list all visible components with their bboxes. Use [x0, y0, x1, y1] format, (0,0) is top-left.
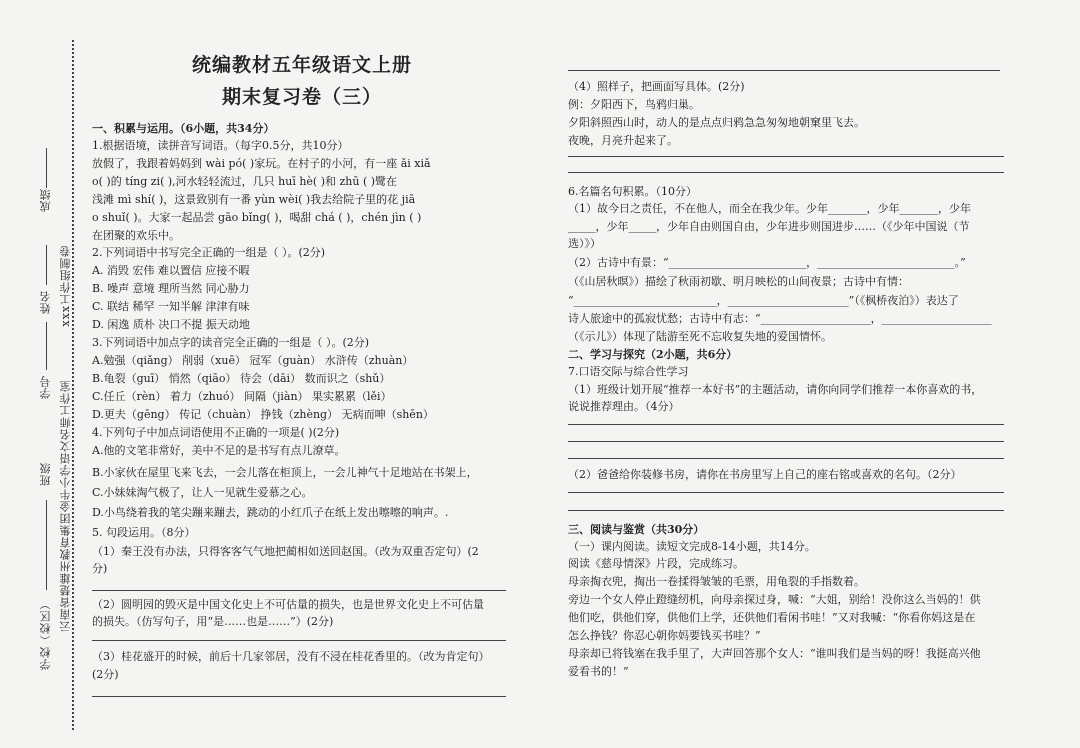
left-text-line: D. 闲逸 质朴 决口不提 振天动地 [92, 318, 250, 331]
class-label: 班级 [39, 462, 52, 486]
left-text-line: （3）桂花盛开的时候，前后十几家邻居，没有不浸在桂花香里的。（改为肯定句） [92, 650, 490, 663]
left-text-line: D.小鸟绕着我的笔尖蹦来蹦去，跳动的小红爪子在纸上发出嚓嚓的响声。. [92, 506, 449, 519]
left-text-line: 的损失。（仿写句子，用“是……也是……”）(2分) [92, 615, 334, 628]
right-text-line: （《山居秋暝》）描绘了秋雨初歇、明月映松的山间夜景；古诗中有情： [568, 275, 909, 288]
answer-line [568, 156, 1004, 157]
right-text-line: 三、阅读与鉴赏（共30分） [568, 523, 705, 536]
left-text-line: C. 联结 稀罕 一知半解 津津有味 [92, 300, 250, 313]
right-text-line: 夕阳斜照西山时，动人的是点点归鸦急急匆匆地朝窠里飞去。 [568, 116, 865, 129]
right-text-line: _____，少年_____，少年自由则国自由，少年进步则国进步……（《少年中国说（节 [568, 220, 970, 233]
answer-line [92, 696, 506, 697]
answer-line [568, 492, 1004, 493]
right-text-line: 选）》） [568, 237, 601, 250]
right-text-line: （2）爸爸给你装修书房，请你在书房里写上自己的座右铭或喜欢的名句。（2分） [568, 468, 962, 481]
studio2-label: 云南省楚雄州教育集团金牛小学语文名师工作室 [59, 380, 72, 632]
right-text-line: 他们吃，供他们穿，供他们上学，还供他们看闲书哇！”又对我喊：“你看你妈这是在 [568, 611, 976, 624]
number-label: 学号 [39, 375, 52, 399]
studio-label: xxx工作组制卷 [59, 245, 72, 327]
right-text-line: 爱看书的！” [568, 665, 629, 678]
left-text-line: C.小妹妹淘气极了，让人一见就生爱慕之心。 [92, 486, 313, 499]
left-text-line: B. 噪声 意境 理所当然 同心胁力 [92, 282, 250, 295]
right-text-line: （2）古诗中有景：“_________________________，_________________________。” [568, 256, 966, 269]
left-text-line: C.任丘（rèn） 着力（zhuó） 间隔（jiàn） 果实累累（lěi） [92, 390, 392, 403]
answer-line [568, 70, 1000, 71]
left-text-line: （2）圆明园的毁灭是中国文化史上不可估量的损失，也是世界文化史上不可估量 [92, 598, 484, 611]
right-text-line: （《示儿》）体现了陆游至死不忘收复失地的爱国情怀。 [568, 330, 832, 343]
right-text-line: 例：夕阳西下，鸟鸦归巢。 [568, 98, 700, 111]
binding-dotted-line [72, 40, 74, 730]
answer-line [568, 441, 1004, 442]
left-text-line: A.勉强（qiǎng） 削弱（xuē） 冠军（guàn） 水浒传（zhuàn） [92, 354, 414, 367]
left-text-line: 放假了，我跟着妈妈到 wài pó( )家玩。在村子的小河，有一座 ǎi xiǎ [92, 157, 431, 170]
right-text-line: 夜晚，月亮升起来了。 [568, 134, 678, 147]
right-text-line: 怎么挣钱？你忍心朝你妈要钱买书哇？” [568, 629, 761, 642]
answer-line [568, 510, 1004, 511]
right-text-line: 7.口语交际与综合性学习 [568, 365, 689, 378]
left-text-line: 在团聚的欢乐中。 [92, 229, 180, 242]
left-text-line: （1）秦王没有办法，只得客客气气地把蔺相如送回赵国。（改为双重否定句）(2 [92, 545, 479, 558]
right-text-line: 6.名篇名句积累。（10分） [568, 185, 697, 198]
left-text-line: B.龟裂（guī） 悄然（qiāo） 待会（dāi） 数而识之（shǔ） [92, 372, 391, 385]
answer-line [568, 458, 1004, 459]
left-text-line: 浅滩 mì shí( )，这景致别有一番 yùn wèi( )我去给院子里的花 jiā [92, 193, 416, 206]
answer-line [568, 172, 1004, 173]
right-text-line: （4）照样子，把画面写具体。(2分) [568, 80, 745, 93]
exam-title: 统编教材五年级语文上册 [191, 54, 412, 76]
right-text-line: 说说推荐理由。（4分） [568, 400, 680, 413]
left-text-line: A. 消毁 宏伟 难以置信 应接不暇 [92, 264, 250, 277]
left-text-line: D.更夫（gēng） 传记（chuàn） 挣钱（zhèng） 无病而呻（shēn） [92, 408, 434, 421]
right-text-line: 旁边一个女人停止蹬缝纫机，向母亲探过身，喊：“大姐，别给！没你这么当妈的！供 [568, 593, 981, 606]
left-text-line: (2分) [92, 668, 119, 681]
left-text-line: 2.下列词语中书写完全正确的一组是（ ）。(2分) [92, 246, 326, 259]
right-text-line: 二、学习与探究（2小题，共6分） [568, 348, 738, 361]
right-text-line: （1）故今日之责任，不在他人，而全在我少年。少年_______，少年_______，少年 [568, 202, 971, 215]
left-text-line: o shuǐ( )。大家一起品尝 gāo bǐng( )，喝甜 chá ( )，chén jìn ( ) [92, 211, 422, 224]
right-text-line: 阅读《慈母情深》片段，完成练习。 [568, 557, 744, 570]
left-text-line: 4.下列句子中加点词语使用不正确的一项是( )(2分) [92, 426, 340, 439]
right-text-line: 母亲掏衣兜，掏出一卷揉得皱皱的毛票，用龟裂的手指数着。 [568, 575, 865, 588]
left-text-line: o( )的 tíng zi( ),河水轻轻流过，几只 huī hè( )和 zhū ( )鹭在 [92, 175, 398, 188]
school-label: 学校（校区） [39, 598, 52, 670]
right-text-line: 母亲却已将钱塞在我手里了，大声回答那个女人：“谁叫我们是当妈的呀！我挺高兴他 [568, 647, 981, 660]
left-text-line: 1.根据语境，读拼音写词语。（每字0.5分，共10分） [92, 139, 349, 152]
left-text-line: B.小家伙在屋里飞来飞去，一会儿落在柜顶上，一会儿神气十足地站在书架上， [92, 466, 478, 479]
left-text-line: A.他的文笔非常好，美中不足的是书写有点儿潦草。 [92, 444, 346, 457]
left-text-line: 5. 句段运用。（8分） [92, 526, 196, 539]
right-text-line: （1）班级计划开展“推荐一本好书”的主题活动，请你向同学们推荐一本你喜欢的书， [568, 383, 983, 396]
right-text-line: （一）课内阅读。读短文完成8-14小题，共14分。 [568, 540, 816, 553]
right-text-line: 诗人旅途中的孤寂忧愁；古诗中有志：“____________________，____________________ [568, 312, 992, 325]
answer-line [92, 640, 506, 641]
answer-line [92, 590, 506, 591]
left-text-line: 分) [92, 562, 108, 575]
answer-line [568, 424, 1004, 425]
left-text-line: 一、积累与运用。（6小题，共34分） [92, 122, 275, 135]
score-label: 成绩 [39, 188, 52, 212]
exam-subtitle: 期末复习卷（三） [221, 86, 382, 108]
name-label: 姓名 [39, 290, 52, 314]
left-text-line: 3.下列词语中加点字的读音完全正确的一组是（ ）。(2分) [92, 336, 370, 349]
right-text-line: “__________________________，______________________”（《枫桥夜泊》）表达了 [568, 294, 959, 307]
